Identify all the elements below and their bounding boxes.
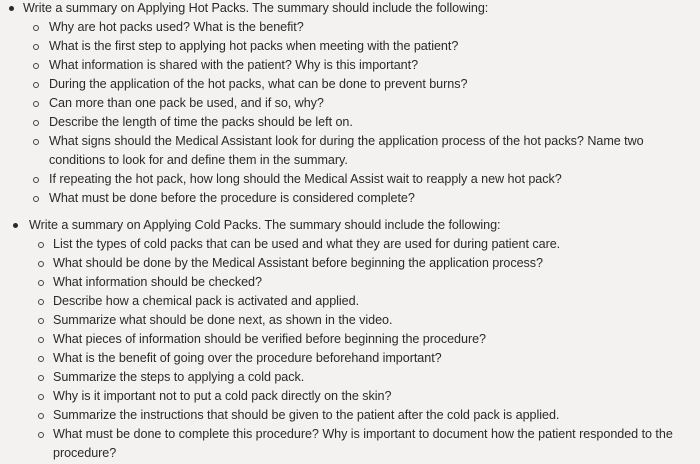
list-item: What pieces of information should be verified before beginning the procedure? [0,330,679,349]
cold-packs-section [0,216,700,463]
list-item: List the types of cold packs that can be used and what they are used for during patient care. [0,235,679,254]
list-item: Describe how a chemical pack is activated and applied. [0,292,679,311]
list-item: Summarize what should be done next, as shown in the video. [0,311,679,330]
list-item: Why is it important not to put a cold pack directly on the skin? [0,387,679,406]
list-item: What is the first step to applying hot packs when meeting with the patient? [0,37,679,56]
cold-packs-question-list [0,235,700,463]
hollow-bullet-icon [38,356,44,362]
hollow-bullet-icon [38,432,44,438]
cold-packs-bullet [0,216,700,235]
list-item: What is the benefit of going over the procedure beforehand important? [0,349,679,368]
hollow-bullet-icon [38,280,44,286]
list-item: What must be done before the procedure is considered complete? [0,189,679,208]
hollow-bullet-icon [38,337,44,343]
list-item: What signs should the Medical Assistant look for during the application process of the hot packs? Name two conditions to look for and define them in the summary. [0,132,679,170]
hollow-bullet-icon [33,44,39,50]
hollow-bullet-icon [33,101,39,107]
hollow-bullet-icon [38,242,44,248]
list-item: Summarize the instructions that should be given to the patient after the cold pack is applied. [0,406,679,425]
hollow-bullet-icon [33,139,39,145]
list-item: Summarize the steps to applying a cold pack. [0,368,679,387]
hot-packs-bullet [0,0,700,18]
hollow-bullet-icon [33,196,39,202]
list-item: What information is shared with the patient? Why is this important? [0,56,679,75]
list-item: What should be done by the Medical Assistant before beginning the application process? [0,254,679,273]
hollow-bullet-icon [33,82,39,88]
hot-packs-heading: Write a summary on Applying Hot Packs. The summary should include the following: [23,1,489,15]
list-item: Can more than one pack be used, and if so, why? [0,94,679,113]
hollow-bullet-icon [38,299,44,305]
hollow-bullet-icon [33,120,39,126]
hollow-bullet-icon [38,394,44,400]
list-item: If repeating the hot pack, how long should the Medical Assist wait to reapply a new hot pack? [0,170,679,189]
list-item: Describe the length of time the packs should be left on. [0,113,679,132]
bullet-icon [13,223,18,228]
bullet-icon [9,6,14,11]
list-item: Why are hot packs used? What is the benefit? [0,18,679,37]
hollow-bullet-icon [33,177,39,183]
hot-packs-section [0,0,700,208]
list-item: What information should be checked? [0,273,679,292]
hollow-bullet-icon [38,261,44,267]
list-item: During the application of the hot packs, what can be done to prevent burns? [0,75,679,94]
hollow-bullet-icon [33,63,39,69]
hollow-bullet-icon [33,25,39,31]
hot-packs-question-list [0,18,700,208]
hollow-bullet-icon [38,413,44,419]
hollow-bullet-icon [38,318,44,324]
list-item: What must be done to complete this procedure? Why is important to document how the patient responded to the procedure? [0,425,679,463]
cold-packs-heading: Write a summary on Applying Cold Packs. The summary should include the following: [29,218,501,232]
hollow-bullet-icon [38,375,44,381]
